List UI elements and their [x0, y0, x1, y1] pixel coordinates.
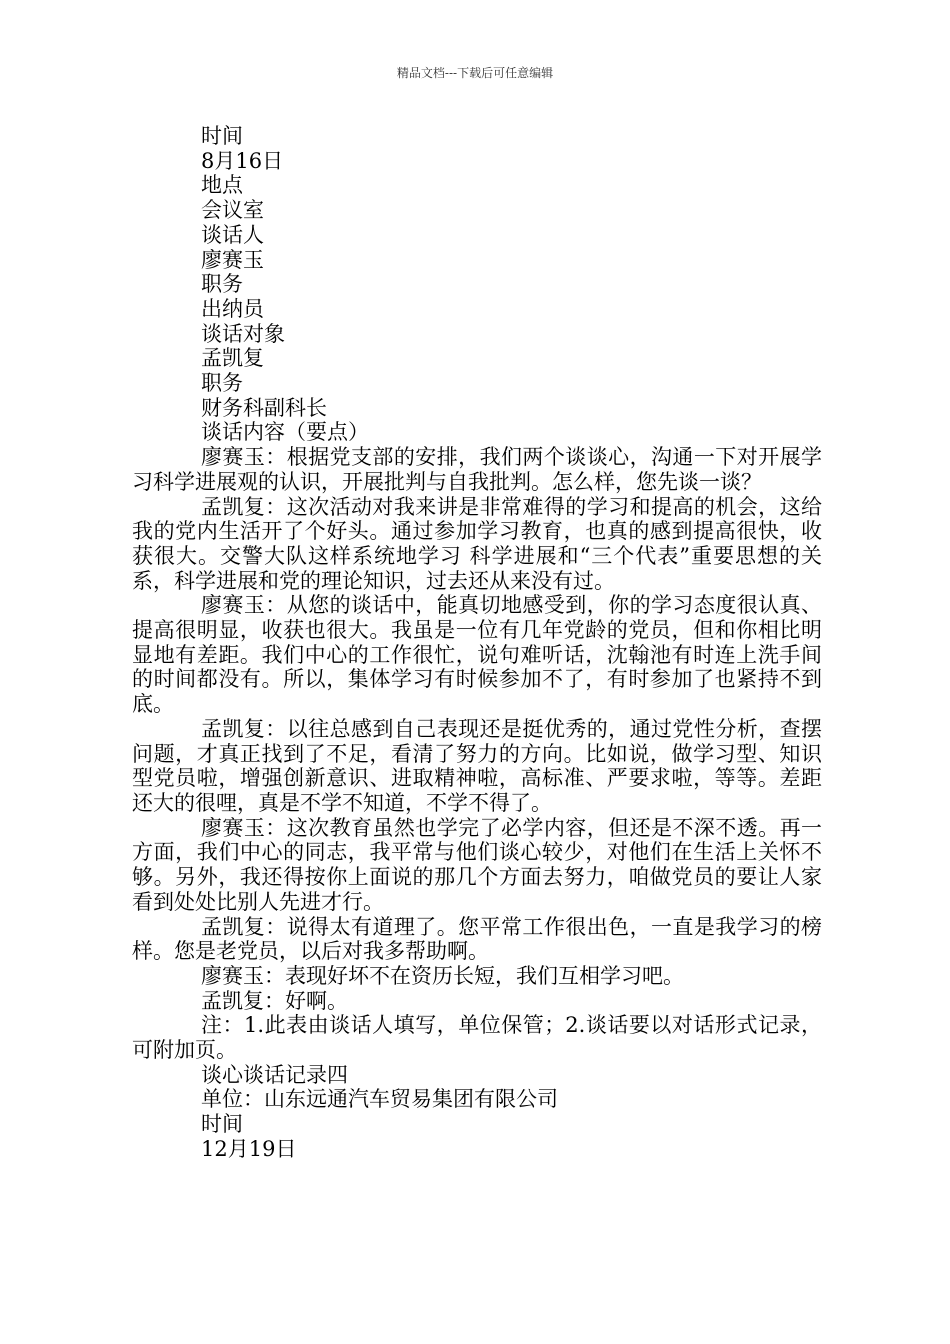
document-body: [132, 124, 822, 1162]
dialogue-paragraph: 廖赛玉：根据党支部的安排，我们两个谈谈心，沟通一下对开展学习科学进展观的认识，开展批判与自我批判。怎么样，您先谈一谈？: [132, 445, 822, 494]
target-position-value: 财务科副科长: [201, 395, 327, 420]
speaker-position-value: 出纳员: [201, 296, 264, 321]
record4-title: 谈心谈话记录四: [201, 1062, 348, 1087]
record4-time-label: 时间: [201, 1112, 243, 1137]
record4-time-value: 12月19日: [201, 1136, 297, 1161]
place-label: 地点: [201, 173, 243, 198]
page-header: 精品文档---下载后可任意编辑: [396, 66, 554, 80]
time-label: 时间: [201, 124, 243, 148]
dialogue-paragraph: 孟凯复：这次活动对我来讲是非常难得的学习和提高的机会，这给我的党内生活开了个好头。通过参加学习教育，也真的感到提高很快，收获很大。交警大队这样系统地学习 科学进展和“三个代表”重要思想的关系，科学进展和党的理论知识，过去还从来没有过。: [132, 494, 822, 593]
dialogue-paragraph: 孟凯复：以往总感到自己表现还是挺优秀的，通过党性分析，查摆问题，才真正找到了不足，看清了努力的方向。比如说，做学习型、知识型党员啦，增强创新意识、进取精神啦，高标准、严要求啦，等等。差距还大的很哩，真是不学不知道，不学不得了。: [132, 716, 822, 815]
speaker-position-label: 职务: [201, 272, 243, 297]
place-value: 会议室: [201, 198, 264, 223]
content-label: 谈话内容（要点）: [201, 420, 369, 445]
dialogue-paragraph: 孟凯复：好啊。: [201, 988, 348, 1013]
time-value: 8月16日: [201, 148, 284, 173]
speaker-label: 谈话人: [201, 222, 264, 247]
record4-unit: 单位：山东远通汽车贸易集团有限公司: [201, 1087, 558, 1112]
dialogue-paragraph: 廖赛玉：从您的谈话中，能真切地感受到，你的学习态度很认真、提高很明显，收获也很大。我虽是一位有几年党龄的党员，但和你相比明显地有差距。我们中心的工作很忙，说句难听话，沈翰池有时连上洗手间的时间都没有。所以，集体学习有时候参加不了，有时参加了也紧持不到底。: [132, 593, 822, 717]
target-label: 谈话对象: [201, 321, 285, 346]
dialogue-paragraph: 廖赛玉：这次教育虽然也学完了必学内容，但还是不深不透。再一方面，我们中心的同志，我平常与他们谈心较少，对他们在生活上关怀不够。另外，我还得按你上面说的那几个方面去努力，咱做党员的要让人家看到处处比别人先进才行。: [132, 815, 822, 914]
note-paragraph: 注：1.此表由谈话人填写，单位保管；2.谈话要以对话形式记录，可附加页。: [132, 1013, 822, 1063]
dialogue-paragraph: 廖赛玉：表现好坏不在资历长短，我们互相学习吧。: [201, 963, 684, 988]
target-position-label: 职务: [201, 371, 243, 396]
speaker-value: 廖赛玉: [201, 247, 264, 272]
target-value: 孟凯复: [201, 346, 264, 371]
dialogue-paragraph: 孟凯复：说得太有道理了。您平常工作很出色，一直是我学习的榜样。您是老党员，以后对我多帮助啊。: [132, 914, 822, 964]
